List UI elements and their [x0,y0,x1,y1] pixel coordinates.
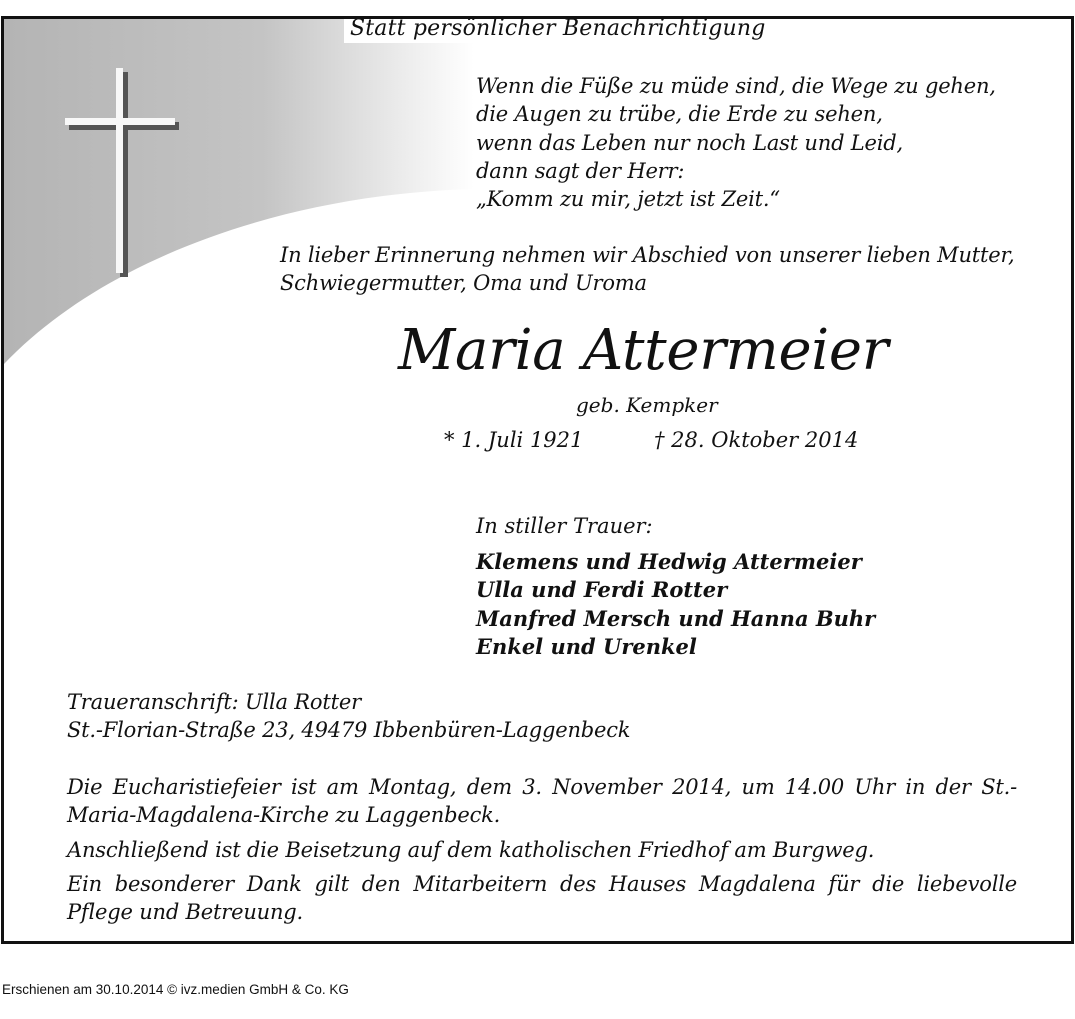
deceased-name: Maria Attermeier [398,318,889,383]
note-paragraph: Anschließend ist die Beisetzung auf dem katholischen Friedhof am Burgweg. [67,837,875,862]
poem-line: dann sagt der Herr: [476,158,685,183]
poem-line: wenn das Leben nur noch Last und Leid, [476,130,904,155]
cross-icon [59,64,184,279]
poem-line: „Komm zu mir, jetzt ist Zeit.“ [476,187,780,212]
header-label: Statt persönlicher Benachrichtigung [344,16,772,43]
intro-line: Schwiegermutter, Oma und Uroma [280,271,647,296]
mourners-label: In stiller Trauer: [476,514,653,538]
birth-name: geb. Kempker [576,393,718,417]
intro-line: In lieber Erinnerung nehmen wir Abschied von unserer lieben Mutter, [280,243,1015,267]
publication-footer: Erschienen am 30.10.2014 © ivz.medien GmbH & Co. KG [2,982,349,997]
mourner-name: Enkel und Urenkel [476,633,697,659]
note-paragraph: Ein besonderer Dank gilt den Mitarbeitern des Hauses Magdalena für die liebevolle Pflege und Betreuung. [67,871,1017,925]
mourner-name: Klemens und Hedwig Attermeier [476,549,862,574]
address-line: Traueranschrift: Ulla Rotter [67,690,361,714]
mourner-name: Ulla und Ferdi Rotter [476,577,728,603]
poem [476,72,996,213]
mourning-address [67,688,630,745]
note-paragraph: Die Eucharistiefeier ist am Montag, dem 3. November 2014, um 14.00 Uhr in der St.-Maria-Magdalena-Kirche zu Laggenbeck. [67,775,1017,828]
mourners-list [476,548,875,661]
intro-text [280,241,1014,298]
obituary-frame [1,16,1074,944]
mourner-name: Manfred Mersch und Hanna Buhr [476,605,876,631]
address-line: St.-Florian-Straße 23, 49479 Ibbenbüren-Laggenbeck [67,718,631,743]
birth-date: * 1. Juli 1921 [444,428,584,452]
service-notes [67,773,1017,932]
poem-line: die Augen zu trübe, die Erde zu sehen, [476,102,883,127]
death-date: † 28. Oktober 2014 [654,428,859,452]
poem-line: Wenn die Füße zu müde sind, die Wege zu gehen, [476,74,996,98]
